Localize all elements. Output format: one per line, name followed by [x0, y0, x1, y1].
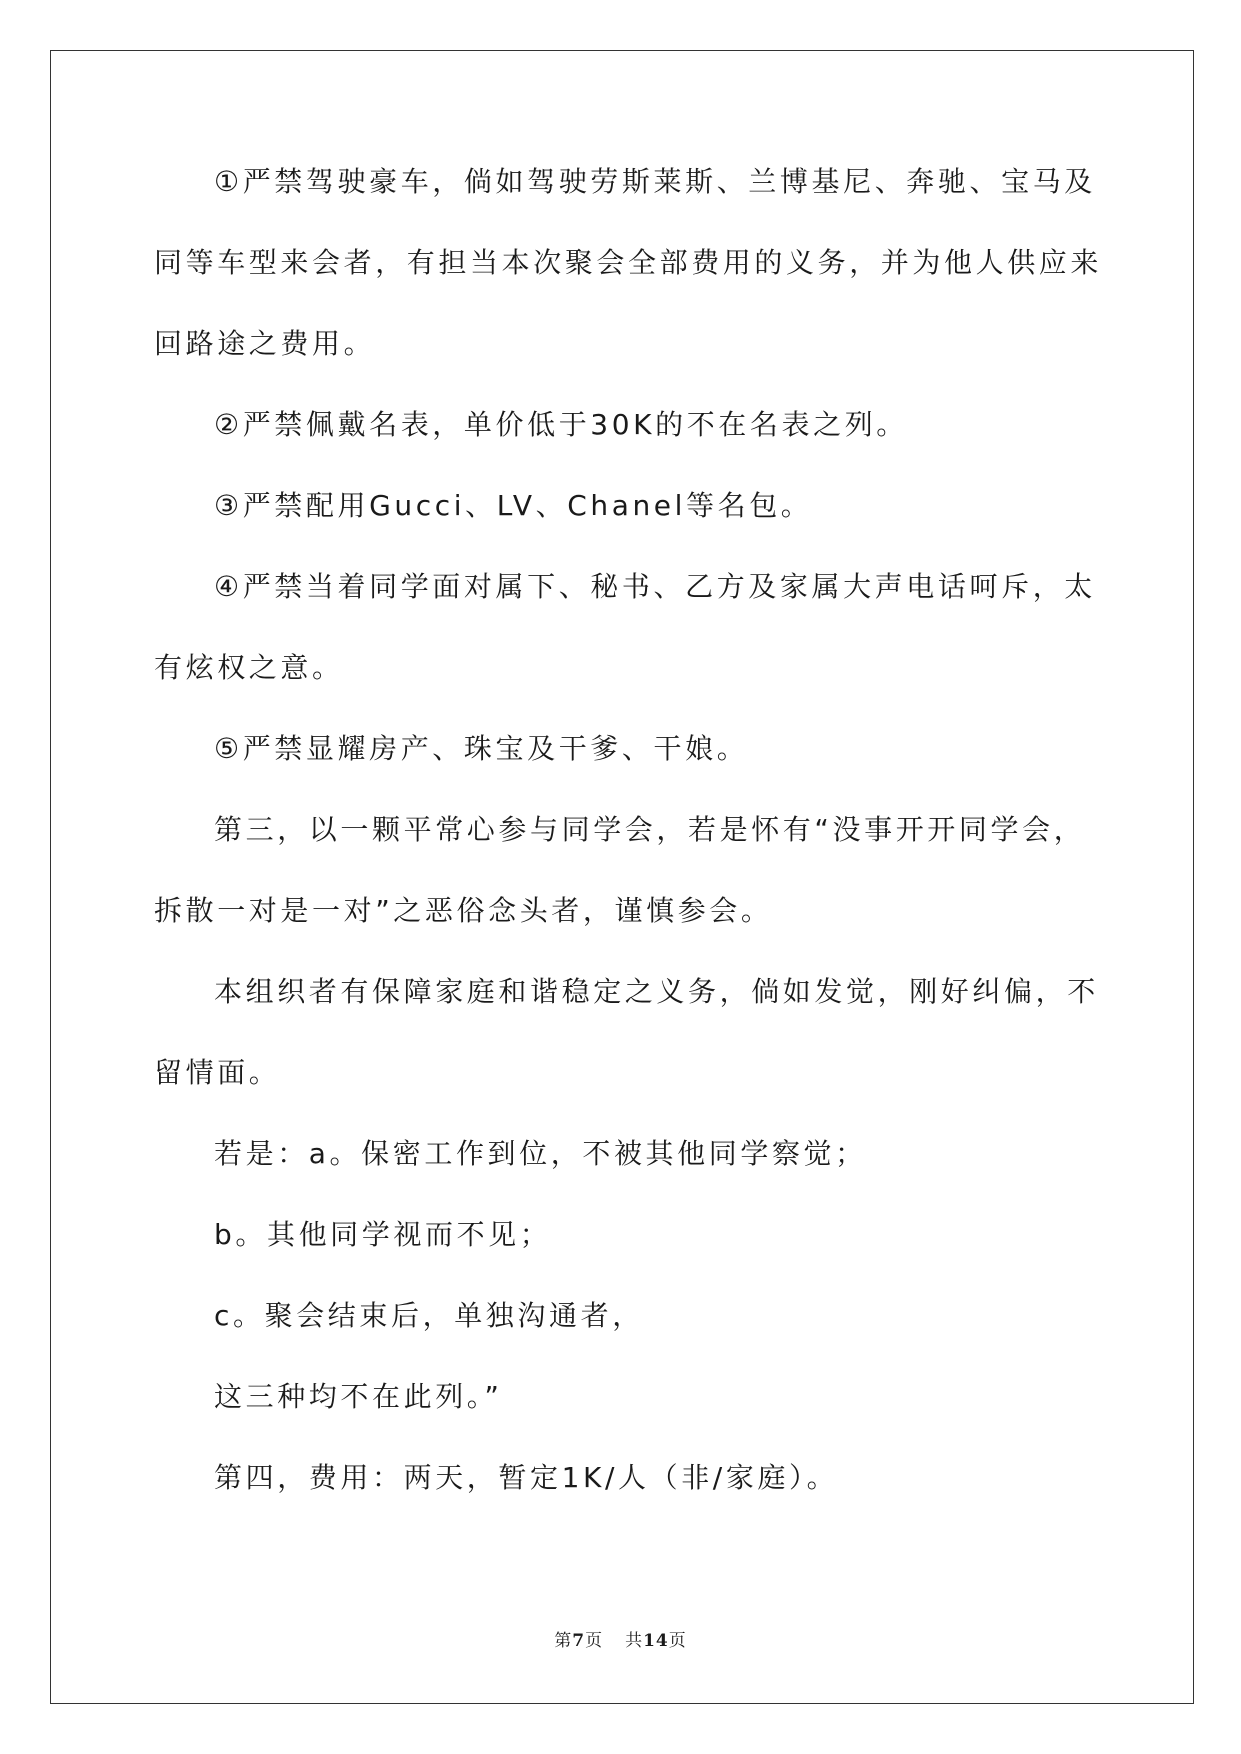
footer-page-number: 7: [572, 1631, 586, 1651]
paragraph-9: b。其他同学视而不见；: [214, 1218, 552, 1251]
paragraph-3: ③严禁配用Gucci、LV、Chanel等名包。: [214, 489, 813, 522]
paragraph-1-line-1: ①严禁驾驶豪车，倘如驾驶劳斯莱斯、兰博基尼、奔驰、宝马及: [214, 165, 1096, 198]
footer-total-prefix: 共: [625, 1631, 644, 1651]
paragraph-6-line-2: 拆散一对是一对”之恶俗念头者，谨慎参会。: [154, 894, 773, 927]
footer-page-prefix: 第: [554, 1631, 573, 1651]
paragraph-4-line-2: 有炫权之意。: [154, 651, 344, 684]
paragraph-10: c。聚会结束后，单独沟通者，: [214, 1299, 644, 1332]
paragraph-1-line-2: 同等车型来会者，有担当本次聚会全部费用的义务，并为他人供应来: [154, 246, 1103, 279]
paragraph-1-line-3: 回路途之费用。: [154, 327, 376, 360]
footer-total-pages: 14: [643, 1631, 669, 1651]
footer-page-suffix: 页: [585, 1631, 604, 1651]
paragraph-8: 若是：a。保密工作到位，不被其他同学察觉；: [214, 1137, 867, 1170]
paragraph-12: 第四，费用：两天，暂定1K/人（非/家庭）。: [214, 1461, 839, 1494]
paragraph-2: ②严禁佩戴名表，单价低于30K的不在名表之列。: [214, 408, 908, 441]
footer-total-suffix: 页: [668, 1631, 687, 1651]
paragraph-5: ⑤严禁显耀房产、珠宝及干爹、干娘。: [214, 732, 749, 765]
document-body: [154, 165, 1103, 1518]
paragraph-7-line-2: 留情面。: [154, 1056, 281, 1089]
page-footer: [0, 1626, 1241, 1651]
paragraph-11: 这三种均不在此列。”: [214, 1380, 503, 1413]
paragraph-4-line-1: ④严禁当着同学面对属下、秘书、乙方及家属大声电话呵斥，太: [214, 570, 1096, 603]
paragraph-6-line-1: 第三，以一颗平常心参与同学会，若是怀有“没事开开同学会，: [214, 813, 1086, 846]
paragraph-7-line-1: 本组织者有保障家庭和谐稳定之义务，倘如发觉，刚好纠偏，不: [214, 975, 1099, 1008]
